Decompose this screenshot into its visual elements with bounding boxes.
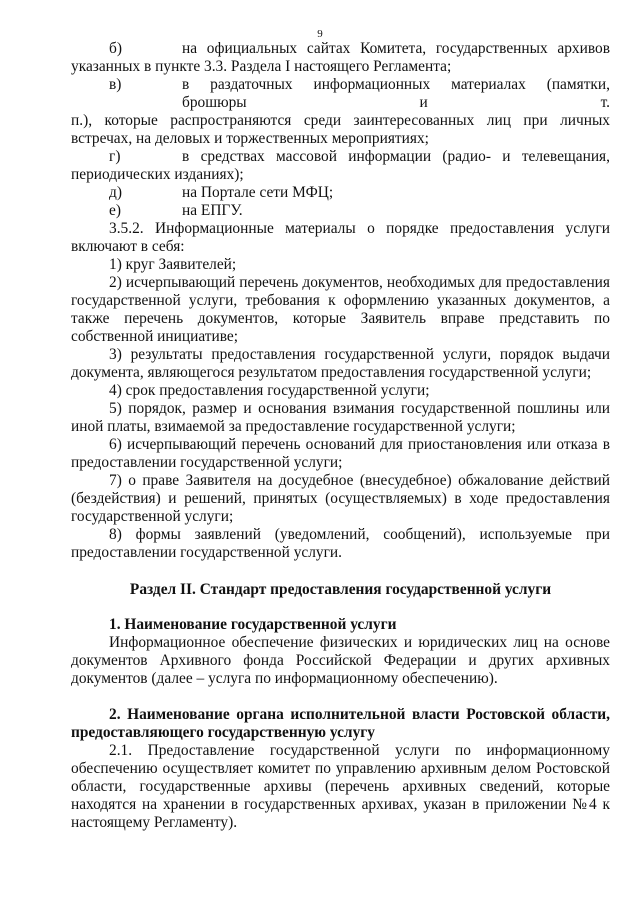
item-continuation: указанных в пункте 3.3. Раздела I настоящего Регламента; (71, 58, 452, 75)
list-item (71, 148, 610, 166)
page-number: 9 (317, 28, 323, 40)
item-text: в раздаточных информационных материалах (памятки, брошюры и т. (182, 76, 610, 111)
heading-2: 2. Наименование органа исполнительной власти Ростовской области, (109, 706, 610, 723)
page-content (71, 40, 610, 832)
heading-2-continuation: предоставляющего государственную услугу (71, 724, 375, 741)
list-entry: 2) исчерпывающий перечень документов, необходимых для предоставления государственной услуги, требования к оформлению указанных документов, а также перечень документов, которые Заявитель вправе представить по собственной инициативе; (71, 274, 610, 345)
item-continuation: периодических изданиях); (71, 166, 244, 183)
list-item (71, 40, 610, 58)
heading-2-text: 2.1. Предоставление государственной услуги по информационному обеспечению осуществляет комитет по управлению архивным делом Ростовской области, государственные архивы (перечень архивных сведений, которые находятся на хранении в государственных архивах, указан в приложении №4 к настоящему Регламенту). (71, 742, 610, 831)
list-item (71, 184, 610, 202)
item-label: г) (109, 148, 121, 165)
list-entry: 4) срок предоставления государственной услуги; (109, 382, 430, 399)
item-label: б) (109, 40, 122, 57)
list-entry: 7) о праве Заявителя на досудебное (внесудебное) обжалование действий (бездействия) и решений, принятых (осуществляемых) в ходе предоставления государственной услуги; (71, 472, 610, 525)
list-entry: 5) порядок, размер и основания взимания государственной пошлины или иной платы, взимаемой за предоставление государственной услуги; (71, 400, 610, 435)
heading-1-text: Информационное обеспечение физических и юридических лиц на основе документов Архивного фонда Российской Федерации и других архивных документов (далее – услуга по информационному обеспечению). (71, 634, 610, 687)
section-title: Раздел II. Стандарт предоставления государственной услуги (129, 581, 552, 598)
item-continuation: п.), которые распространяются среди заинтересованных лиц при личных встречах, на деловых и торжественных мероприятиях; (71, 112, 610, 147)
paragraph-3-5-2: 3.5.2. Информационные материалы о порядке предоставления услуги включают в себя: (71, 220, 610, 255)
list-entry: 1) круг Заявителей; (109, 256, 237, 273)
item-text: на официальных сайтах Комитета, государственных архивов (182, 40, 610, 57)
heading-1: 1. Наименование государственной услуги (109, 616, 397, 633)
list-entry: 6) исчерпывающий перечень оснований для приостановления или отказа в предоставлении государственной услуги; (71, 436, 610, 471)
item-text: на Портале сети МФЦ; (182, 184, 334, 201)
list-item (71, 76, 610, 112)
list-entry: 8) формы заявлений (уведомлений, сообщений), используемые при предоставлении государственной услуги. (71, 526, 610, 561)
list-item (71, 202, 610, 220)
item-label: е) (109, 202, 121, 219)
item-text: в средствах массовой информации (радио- и телевещания, (182, 148, 610, 165)
list-entry: 3) результаты предоставления государственной услуги, порядок выдачи документа, являющегося результатом предоставления государственной услуги; (71, 346, 610, 381)
item-label: в) (109, 76, 122, 93)
item-text: на ЕПГУ. (182, 202, 243, 219)
item-label: д) (109, 184, 122, 201)
